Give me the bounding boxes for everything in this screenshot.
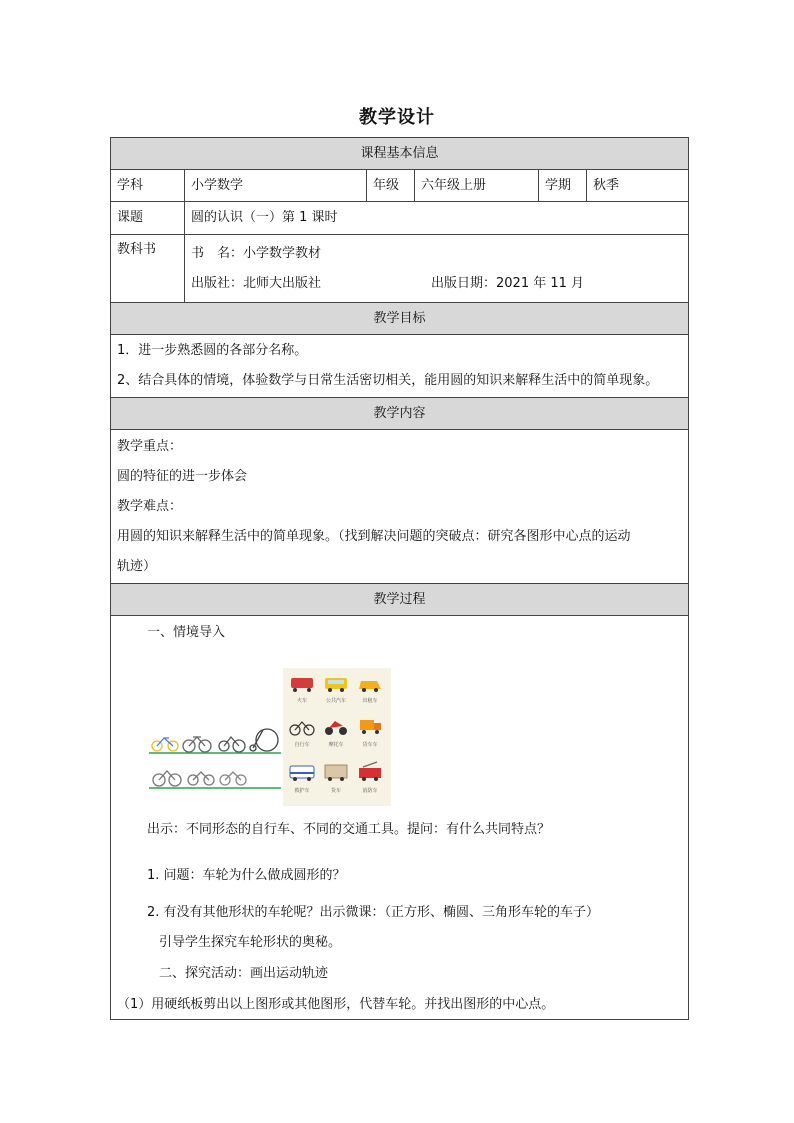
process-row [111, 616, 689, 1020]
grade-label: 年级 [367, 170, 415, 202]
svg-text:出租车: 出租车 [362, 698, 378, 704]
subject-value: 小学数学 [185, 170, 367, 202]
svg-text:摩托车: 摩托车 [328, 742, 344, 748]
key-point-label: 教学重点： [117, 438, 183, 454]
lesson-plan-table [110, 137, 689, 1020]
objective-item: 2、结合具体的情境，体验数学与日常生活密切相关，能用圆的知识来解释生活中的简单现象。 [117, 373, 659, 388]
basic-info-header-row [111, 138, 689, 170]
objective-item: 1．进一步熟悉圆的各部分名称。 [117, 343, 308, 358]
topic-value: 圆的认识（一）第 1 课时 [185, 202, 689, 235]
svg-text:公共汽车: 公共汽车 [325, 698, 347, 704]
publisher-line [191, 269, 682, 299]
svg-text:救护车: 救护车 [294, 788, 310, 794]
textbook-label: 教科书 [111, 235, 185, 303]
section-intro-heading: 一、情境导入 [147, 625, 226, 640]
basic-info-header: 课程基本信息 [111, 138, 689, 170]
svg-text:自行车: 自行车 [294, 742, 310, 748]
subject-label: 学科 [111, 170, 185, 202]
objectives-row [111, 335, 689, 398]
svg-text:货车: 货车 [330, 788, 342, 794]
guide-text: 引导学生探究车轮形状的奥秘。 [159, 935, 342, 950]
bicycles-image [149, 718, 281, 790]
term-value: 秋季 [587, 170, 689, 202]
vehicles-image [283, 668, 391, 806]
textbook-row [111, 235, 689, 303]
publisher: 出版社：北师大出版社 [191, 275, 322, 291]
svg-text:火车: 火车 [296, 698, 308, 704]
process-header-row [111, 584, 689, 616]
publication-date: 出版日期：2021 年 11 月 [431, 275, 585, 291]
subject-row [111, 170, 689, 202]
question-2: 2. 有没有其他形状的车轮呢？出示微课：（正方形、椭圆、三角形车轮的车子） [147, 905, 600, 920]
content-row [111, 430, 689, 584]
process-header: 教学过程 [111, 584, 689, 616]
difficulty-text-cont: 轨迹） [117, 558, 157, 574]
objectives-header-row [111, 303, 689, 335]
grade-value: 六年级上册 [415, 170, 539, 202]
key-point-text: 圆的特征的进一步体会 [117, 468, 248, 484]
term-label: 学期 [539, 170, 587, 202]
show-prompt: 出示：不同形态的自行车、不同的交通工具。提问：有什么共同特点？ [147, 822, 551, 837]
content-header-row [111, 398, 689, 430]
difficulty-text: 用圆的知识来解释生活中的简单现象。（找到解决问题的突破点：研究各图形中心点的运动 [117, 528, 631, 544]
topic-label: 课题 [111, 202, 185, 235]
book-name: 书 名：小学数学教材 [191, 245, 322, 261]
difficulty-label: 教学难点： [117, 498, 183, 514]
section-explore-heading: 二、探究活动：画出运动轨迹 [159, 966, 329, 981]
step-1: （1）用硬纸板剪出以上图形或其他图形，代替车轮。并找出图形的中心点。 [117, 997, 555, 1012]
document-title: 教学设计 [359, 107, 435, 128]
process-body [111, 616, 688, 1019]
objectives-header: 教学目标 [111, 303, 689, 335]
svg-text:消防车: 消防车 [362, 788, 378, 794]
svg-text:货车车: 货车车 [362, 742, 378, 748]
question-1: 1. 问题：车轮为什么做成圆形的？ [147, 868, 346, 883]
topic-row [111, 202, 689, 235]
content-header: 教学内容 [111, 398, 689, 430]
